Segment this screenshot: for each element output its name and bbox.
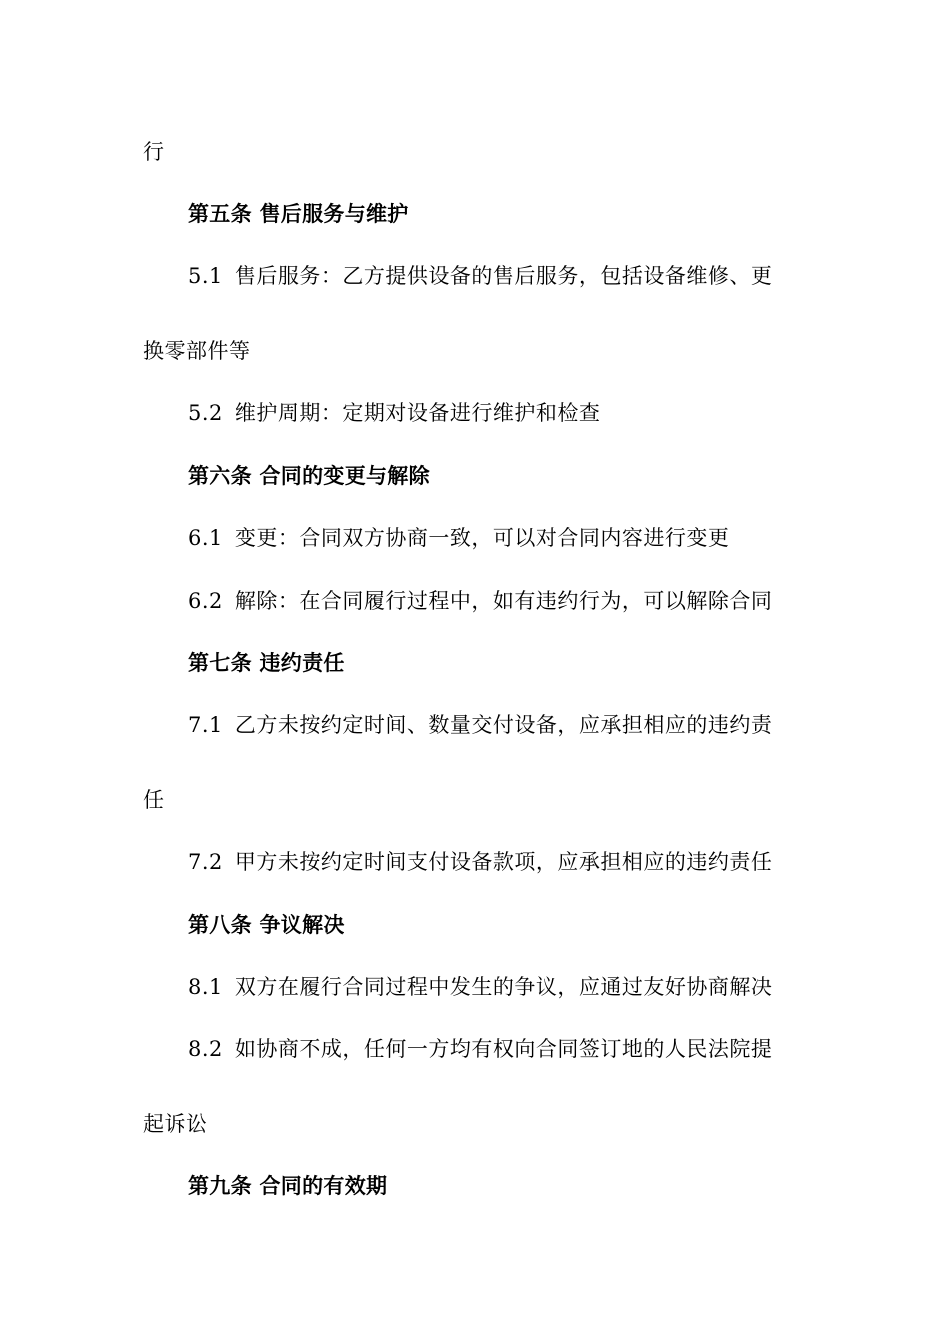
clause-text: 双方在履行合同过程中发生的争议，应通过友好协商解决 <box>234 975 773 999</box>
continuation-line <box>143 138 165 166</box>
clause-text: 如协商不成，任何一方均有权向合同签订地的人民法院提 <box>234 1037 773 1061</box>
clause-number: 7.2 <box>188 850 223 874</box>
clause-8-1 <box>188 973 772 1001</box>
clause-6-1 <box>188 524 729 552</box>
clause-8-2-continuation <box>143 1110 208 1138</box>
heading-text: 第七条 违约责任 <box>188 651 345 675</box>
clause-7-2 <box>188 848 772 876</box>
clause-text: 维护周期：定期对设备进行维护和检查 <box>234 401 601 425</box>
article-8-heading <box>188 911 345 939</box>
clause-text: 甲方未按约定时间支付设备款项，应承担相应的违约责任 <box>234 850 773 874</box>
clause-text: 解除：在合同履行过程中，如有违约行为，可以解除合同 <box>234 589 773 613</box>
clause-number: 5.1 <box>188 264 223 288</box>
clause-7-1-continuation <box>143 786 165 814</box>
article-7-heading <box>188 649 345 677</box>
line-text: 行 <box>143 140 165 164</box>
heading-text: 第九条 合同的有效期 <box>188 1174 388 1198</box>
line-text: 任 <box>143 788 165 812</box>
clause-number: 8.1 <box>188 975 223 999</box>
clause-6-2 <box>188 587 772 615</box>
clause-number: 5.2 <box>188 401 223 425</box>
clause-text: 变更：合同双方协商一致，可以对合同内容进行变更 <box>234 526 730 550</box>
heading-text: 第五条 售后服务与维护 <box>188 202 409 226</box>
clause-5-2 <box>188 399 600 427</box>
clause-text: 乙方未按约定时间、数量交付设备，应承担相应的违约责 <box>234 713 773 737</box>
clause-number: 8.2 <box>188 1037 223 1061</box>
clause-5-1-continuation <box>143 337 251 365</box>
article-5-heading <box>188 200 409 228</box>
clause-number: 7.1 <box>188 713 223 737</box>
heading-text: 第六条 合同的变更与解除 <box>188 464 430 488</box>
clause-7-1 <box>188 711 772 739</box>
clause-text: 售后服务：乙方提供设备的售后服务，包括设备维修、更 <box>234 264 773 288</box>
heading-text: 第八条 争议解决 <box>188 913 345 937</box>
clause-5-1 <box>188 262 772 290</box>
article-6-heading <box>188 462 430 490</box>
clause-8-2 <box>188 1035 772 1063</box>
line-text: 起诉讼 <box>143 1112 208 1136</box>
clause-number: 6.2 <box>188 589 223 613</box>
article-9-heading <box>188 1172 387 1200</box>
line-text: 换零部件等 <box>143 339 251 363</box>
clause-number: 6.1 <box>188 526 223 550</box>
